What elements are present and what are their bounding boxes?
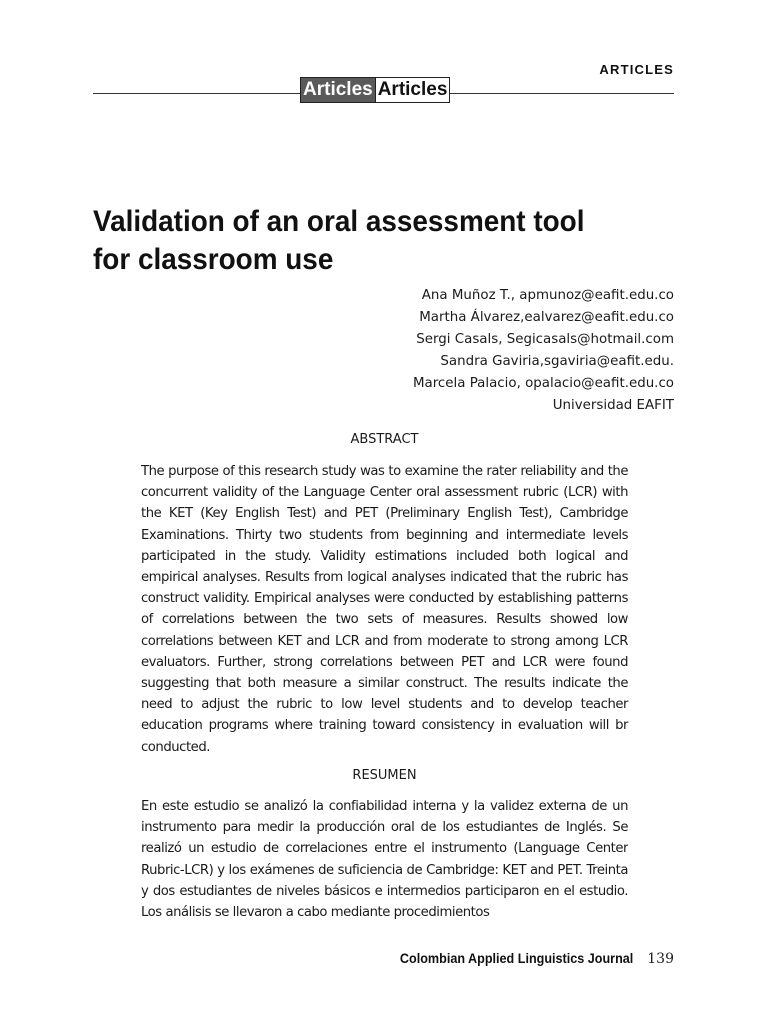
author-line: Ana Muñoz T., apmunoz@eafit.edu.co [421, 288, 674, 303]
section-label: ARTICLES [599, 62, 674, 77]
resumen-text: En este estudio se analizó la confiabilidad interna y la validez externa de un instrumento para medir la producción oral de los estudiantes de Inglés. Se realizó un estudio de correlaciones entre el instrumento (Language Center Rubric-LCR) y los exámenes de suficiencia de Cambridge: KET and PET. Treinta y dos estudiantes de niveles básicos e intermedios participaron en el estudio. Los análisis se llevaron a cabo mediante procedimientos [141, 799, 628, 921]
article-title: Validation of an oral assessment tool for classroom use [93, 205, 585, 276]
affiliation: Universidad EAFIT [552, 398, 674, 413]
section-badge [300, 77, 450, 103]
page-footer [374, 950, 674, 967]
badge-left-text: Articles [303, 79, 373, 100]
author-line: Marcela Palacio, opalacio@eafit.edu.co [412, 376, 674, 391]
resumen-heading: RESUMEN [352, 768, 417, 783]
author-list [274, 285, 674, 417]
abstract-text: The purpose of this research study was to examine the rater reliability and the concurrent validity of the Language Center oral assessment rubric (LCR) with the KET (Key English Test) and PET (Preliminary English Test), Cambridge Examinations. Thirty two students from beginning and intermediate levels participated in the study. Validity estimations included both logical and empirical analyses. Results from logical analyses indicated that the rubric has construct validity. Empirical analyses were conducted by establishing patterns of correlations between the two sets of measures. Results showed low correlations between KET and LCR and from moderate to strong among LCR evaluators. Further, strong correlations between PET and LCR were found suggesting that both measure a similar construct. The results indicate the need to adjust the rubric to low level students and to develop teacher education programs where training toward consistency in evaluation will br conducted. [141, 464, 628, 755]
author-line: Sergi Casals, Segicasals@hotmail.com [416, 332, 674, 347]
journal-name: Colombian Applied Linguistics Journal [399, 950, 634, 966]
abstract-heading: ABSTRACT [350, 432, 419, 447]
author-line: Martha Álvarez,ealvarez@eafit.edu.co [419, 310, 674, 325]
author-line: Sandra Gaviria,sgaviria@eafit.edu. [440, 354, 674, 369]
badge-right-text: Articles [375, 78, 450, 102]
page-number: 139 [647, 951, 674, 967]
